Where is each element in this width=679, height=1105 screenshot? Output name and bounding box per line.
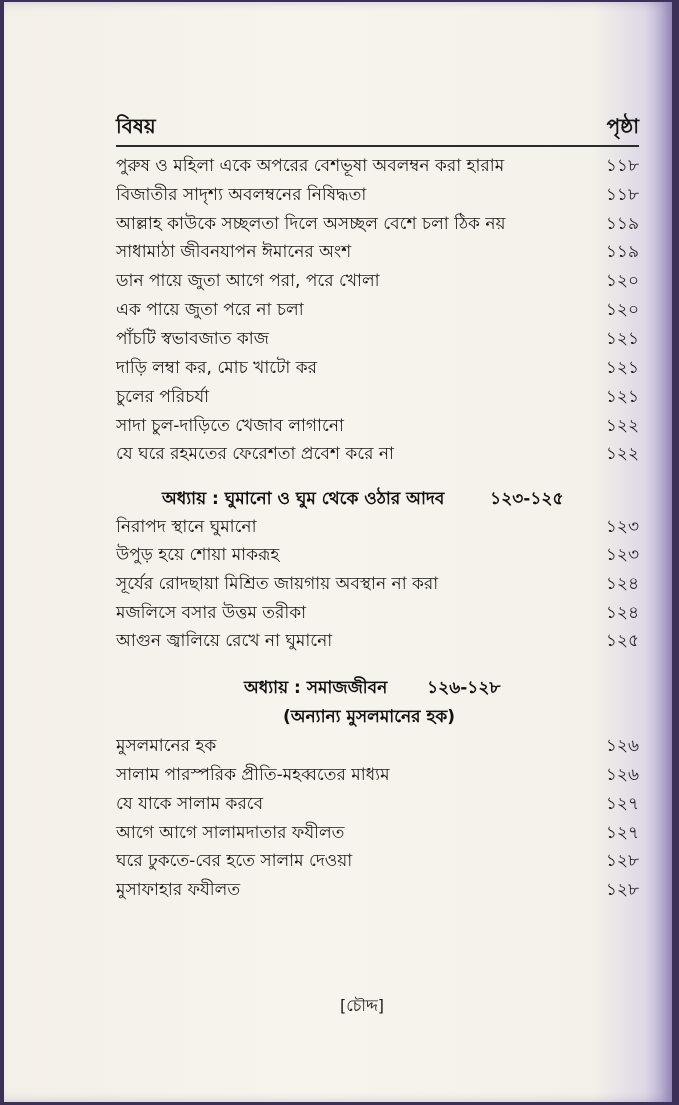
entry-page: ১১৯ — [605, 242, 639, 262]
header-divider — [116, 145, 639, 147]
entry-page: ১১৮ — [605, 185, 639, 205]
entry-page: ১২০ — [605, 271, 639, 291]
chapter-page-range: ১২৬-১২৮ — [427, 678, 501, 698]
toc-entry — [116, 413, 639, 441]
toc-entry — [116, 182, 639, 210]
entry-page: ১২৬ — [605, 736, 639, 756]
entry-title: বিজাতীর সাদৃশ্য অবলম্বনের নিষিদ্ধতা — [116, 185, 367, 205]
chapter-heading-social-life — [244, 675, 500, 703]
entry-title: মজলিসে বসার উত্তম তরীকা — [116, 603, 307, 623]
entry-title: ডান পায়ে জুতা আগে পরা, পরে খোলা — [116, 271, 380, 291]
entry-title: সাধামাঠা জীবনযাপন ঈমানের অংশ — [116, 242, 352, 262]
entry-title: যে ঘরে রহমতের ফেরেশতা প্রবেশ করে না — [116, 444, 394, 464]
entry-title: সাদা চুল-দাড়িতে খেজাব লাগানো — [116, 416, 344, 436]
entry-page: ১২৫ — [605, 631, 639, 651]
toc-entry — [116, 153, 639, 181]
entry-page: ১২১ — [605, 387, 639, 407]
entry-title: উপুড় হয়ে শোয়া মাকরূহ — [116, 545, 280, 565]
toc-entry — [116, 571, 639, 599]
toc-entry — [116, 355, 639, 383]
page-number: [চৌদ্দ] — [340, 996, 385, 1015]
entry-page: ১২২ — [605, 444, 639, 464]
toc-entry — [116, 441, 639, 469]
toc-entry — [116, 297, 639, 325]
entry-title: সূর্যের রোদছায়া মিশ্রিত জায়গায় অবস্থান না করা — [116, 574, 439, 594]
toc-entry — [116, 820, 639, 848]
entry-title: পাঁচটি স্বভাবজাত কাজ — [116, 329, 269, 349]
entry-title: আগে আগে সালামদাতার ফযীলত — [116, 823, 345, 843]
entry-title: এক পায়ে জুতা পরে না চলা — [116, 300, 304, 320]
toc-entry — [116, 268, 639, 296]
entry-page: ১২৪ — [605, 603, 639, 623]
entry-title: মুসলমানের হক — [116, 736, 217, 756]
entry-title: চুলের পরিচর্যা — [116, 387, 210, 407]
toc-entry — [116, 762, 639, 790]
entry-page: ১২৭ — [605, 794, 639, 814]
toc-entry — [116, 791, 639, 819]
toc-entry — [116, 384, 639, 412]
toc-entry — [116, 600, 639, 628]
toc-entry — [116, 877, 639, 905]
toc-header — [116, 112, 639, 145]
entry-page: ১২২ — [605, 416, 639, 436]
entry-title: ঘরে ঢুকতে-বের হতে সালাম দেওয়া — [116, 851, 353, 871]
toc-entry — [116, 326, 639, 354]
chapter-title: অধ্যায় : ঘুমানো ও ঘুম থেকে ওঠার আদব — [162, 489, 445, 509]
entry-page: ১২৩ — [605, 545, 639, 565]
topic-column-label: বিষয় — [116, 114, 156, 138]
entry-title: পুরুষ ও মহিলা একে অপরের বেশভূষা অবলম্বন করা হারাম — [116, 156, 505, 176]
entry-page: ১২১ — [605, 358, 639, 378]
entry-page: ১২৭ — [605, 823, 639, 843]
entry-page: ১২৮ — [605, 880, 639, 900]
toc-entry — [116, 239, 639, 267]
entry-title: যে যাকে সালাম করবে — [116, 794, 264, 814]
entry-title: মুসাফাহার ফযীলত — [116, 880, 241, 900]
page-column-label: পৃষ্ঠা — [606, 114, 639, 138]
entry-page: ১২৬ — [605, 765, 639, 785]
entry-title: আল্লাহ কাউকে সচ্ছলতা দিলে অসচ্ছল বেশে চলা ঠিক নয় — [116, 214, 506, 234]
toc-entry — [116, 542, 639, 570]
entry-title: সালাম পারস্পরিক প্রীতি-মহব্বতের মাধ্যম — [116, 765, 390, 785]
chapter-page-range: ১২৩-১২৫ — [490, 489, 564, 509]
toc-entry — [116, 628, 639, 656]
entry-page: ১২১ — [605, 329, 639, 349]
entry-page: ১১৮ — [605, 156, 639, 176]
entry-title: আগুন জ্বালিয়ে রেখে না ঘুমানো — [116, 631, 333, 651]
toc-entry — [116, 211, 639, 239]
entry-page: ১২৪ — [605, 574, 639, 594]
toc-entry — [116, 733, 639, 761]
chapter-subtitle: (অন্যান্য মুসলমানের হক) — [283, 707, 456, 727]
chapter-heading-sleep — [162, 486, 563, 514]
entry-page: ১২০ — [605, 300, 639, 320]
chapter-title: অধ্যায় : সমাজজীবন — [244, 678, 388, 698]
entry-page: ১১৯ — [605, 214, 639, 234]
toc-entry — [116, 514, 639, 542]
entry-page: ১২৮ — [605, 851, 639, 871]
entry-page: ১২৩ — [605, 517, 639, 537]
toc-entry — [116, 848, 639, 876]
entry-title: নিরাপদ স্থানে ঘুমানো — [116, 517, 257, 537]
entry-title: দাড়ি লম্বা কর, মোচ খাটো কর — [116, 358, 317, 378]
